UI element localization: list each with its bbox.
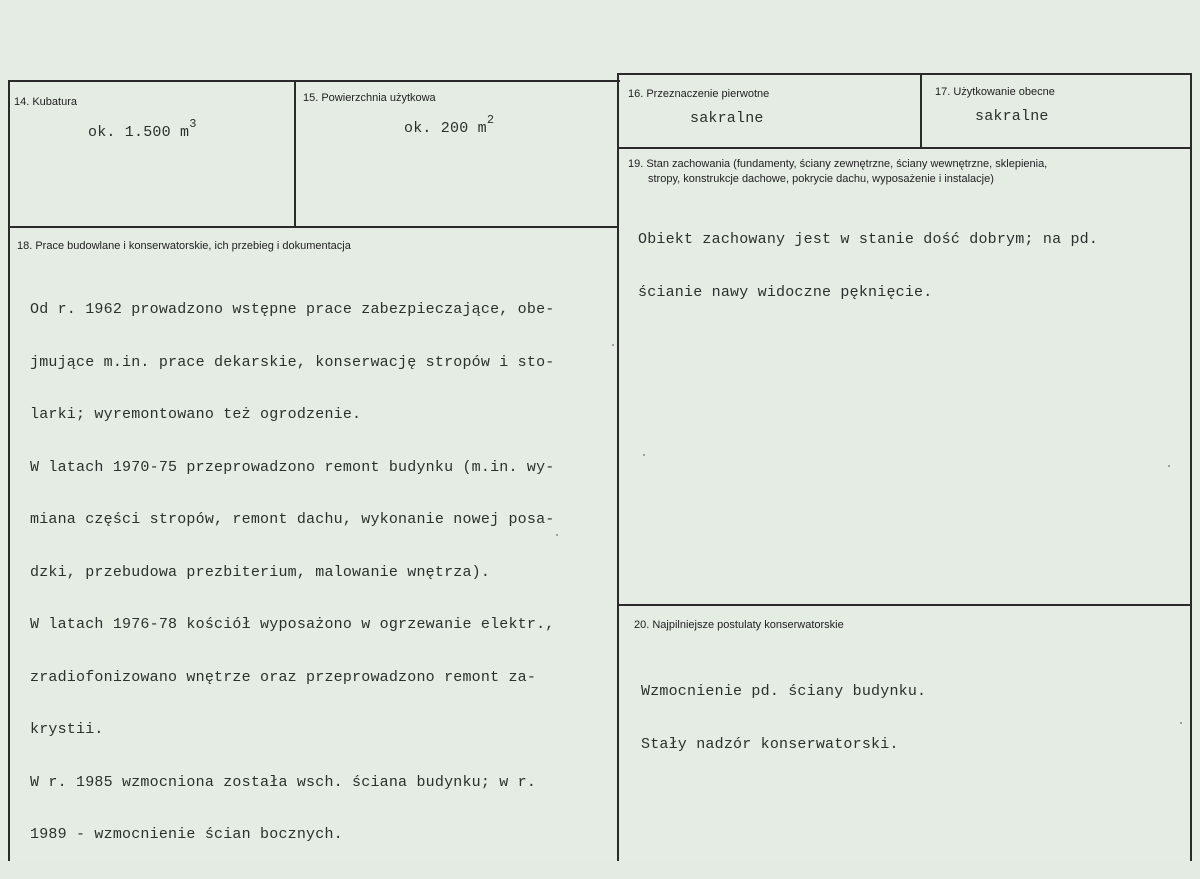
rule-divider-16-17 xyxy=(920,74,922,149)
rule-top xyxy=(8,80,620,82)
stan-label-line1: 19. Stan zachowania (fundamenty, ściany zewnętrzne, ściany wewnętrzne, sklepienia, xyxy=(628,158,1048,170)
powierzchnia-unit-exponent: 2 xyxy=(486,113,495,127)
paper-speck xyxy=(612,344,614,346)
prace-line: W latach 1976-78 kościół wyposażono w ogrzewanie elektr., xyxy=(30,616,555,633)
prace-label: 18. Prace budowlane i konserwatorskie, ich przebieg i dokumentacja xyxy=(17,240,351,252)
paper-speck xyxy=(1168,465,1170,467)
rule-top-right xyxy=(617,73,1192,75)
postulaty-label: 20. Najpilniejsze postulaty konserwatorskie xyxy=(634,619,844,631)
powierzchnia-value-text: ok. 200 m xyxy=(404,120,487,137)
prace-line: krystii. xyxy=(30,721,104,738)
paper-speck xyxy=(1180,722,1182,724)
stan-label-line2: stropy, konstrukcje dachowe, pokrycie dachu, wyposażenie i instalacje) xyxy=(648,173,994,185)
prace-line: jmujące m.in. prace dekarskie, konserwację stropów i sto- xyxy=(30,353,555,371)
powierzchnia-label: 15. Powierzchnia użytkowa xyxy=(303,92,436,104)
prace-line: Od r. 1962 prowadzono wstępne prace zabezpieczające, obe- xyxy=(30,301,555,318)
powierzchnia-value xyxy=(404,112,494,138)
prace-line: zradiofonizowano wnętrze oraz przeprowadzono remont za- xyxy=(30,668,537,686)
paper-speck xyxy=(643,454,645,456)
rule-right-edge xyxy=(1190,73,1192,861)
postulaty-line: Stały nadzór konserwatorski. xyxy=(641,735,899,753)
prace-line: larki; wyremontowano też ogrodzenie. xyxy=(30,406,362,423)
rule-under-16-17 xyxy=(618,147,1192,149)
stan-line: Obiekt zachowany jest w stanie dość dobrym; na pd. xyxy=(638,231,1099,248)
postulaty-line: Wzmocnienie pd. ściany budynku. xyxy=(641,683,927,700)
przeznaczenie-label: 16. Przeznaczenie pierwotne xyxy=(628,88,770,100)
stan-text xyxy=(638,196,1098,336)
rule-center xyxy=(617,74,619,861)
stan-line: ścianie nawy widoczne pęknięcie. xyxy=(638,283,933,301)
prace-text xyxy=(30,266,554,879)
paper-speck xyxy=(556,534,558,536)
rule-divider-14-15 xyxy=(294,81,296,227)
postulaty-text xyxy=(641,648,926,788)
prace-line: W r. 1985 wzmocniona została wsch. ściana budynku; w r. xyxy=(30,773,537,791)
rule-under-14-15 xyxy=(9,226,618,228)
rule-left-edge xyxy=(8,80,10,861)
rule-under-19 xyxy=(619,604,1192,606)
prace-line: dzki, przebudowa prezbiterium, malowanie wnętrza). xyxy=(30,563,491,581)
prace-line: miana części stropów, remont dachu, wykonanie nowej posa- xyxy=(30,511,555,528)
kubatura-unit-exponent: 3 xyxy=(189,117,197,131)
kubatura-value xyxy=(88,116,197,142)
prace-line: 1989 - wzmocnienie ścian bocznych. xyxy=(30,826,343,843)
przeznaczenie-value: sakralne xyxy=(690,110,764,127)
uzytkowanie-value: sakralne xyxy=(975,108,1049,125)
prace-line: W latach 1970-75 przeprowadzono remont budynku (m.in. wy- xyxy=(30,458,555,476)
kubatura-label: 14. Kubatura xyxy=(14,96,77,108)
uzytkowanie-label: 17. Użytkowanie obecne xyxy=(935,86,1055,98)
kubatura-value-text: ok. 1.500 m xyxy=(88,124,190,141)
